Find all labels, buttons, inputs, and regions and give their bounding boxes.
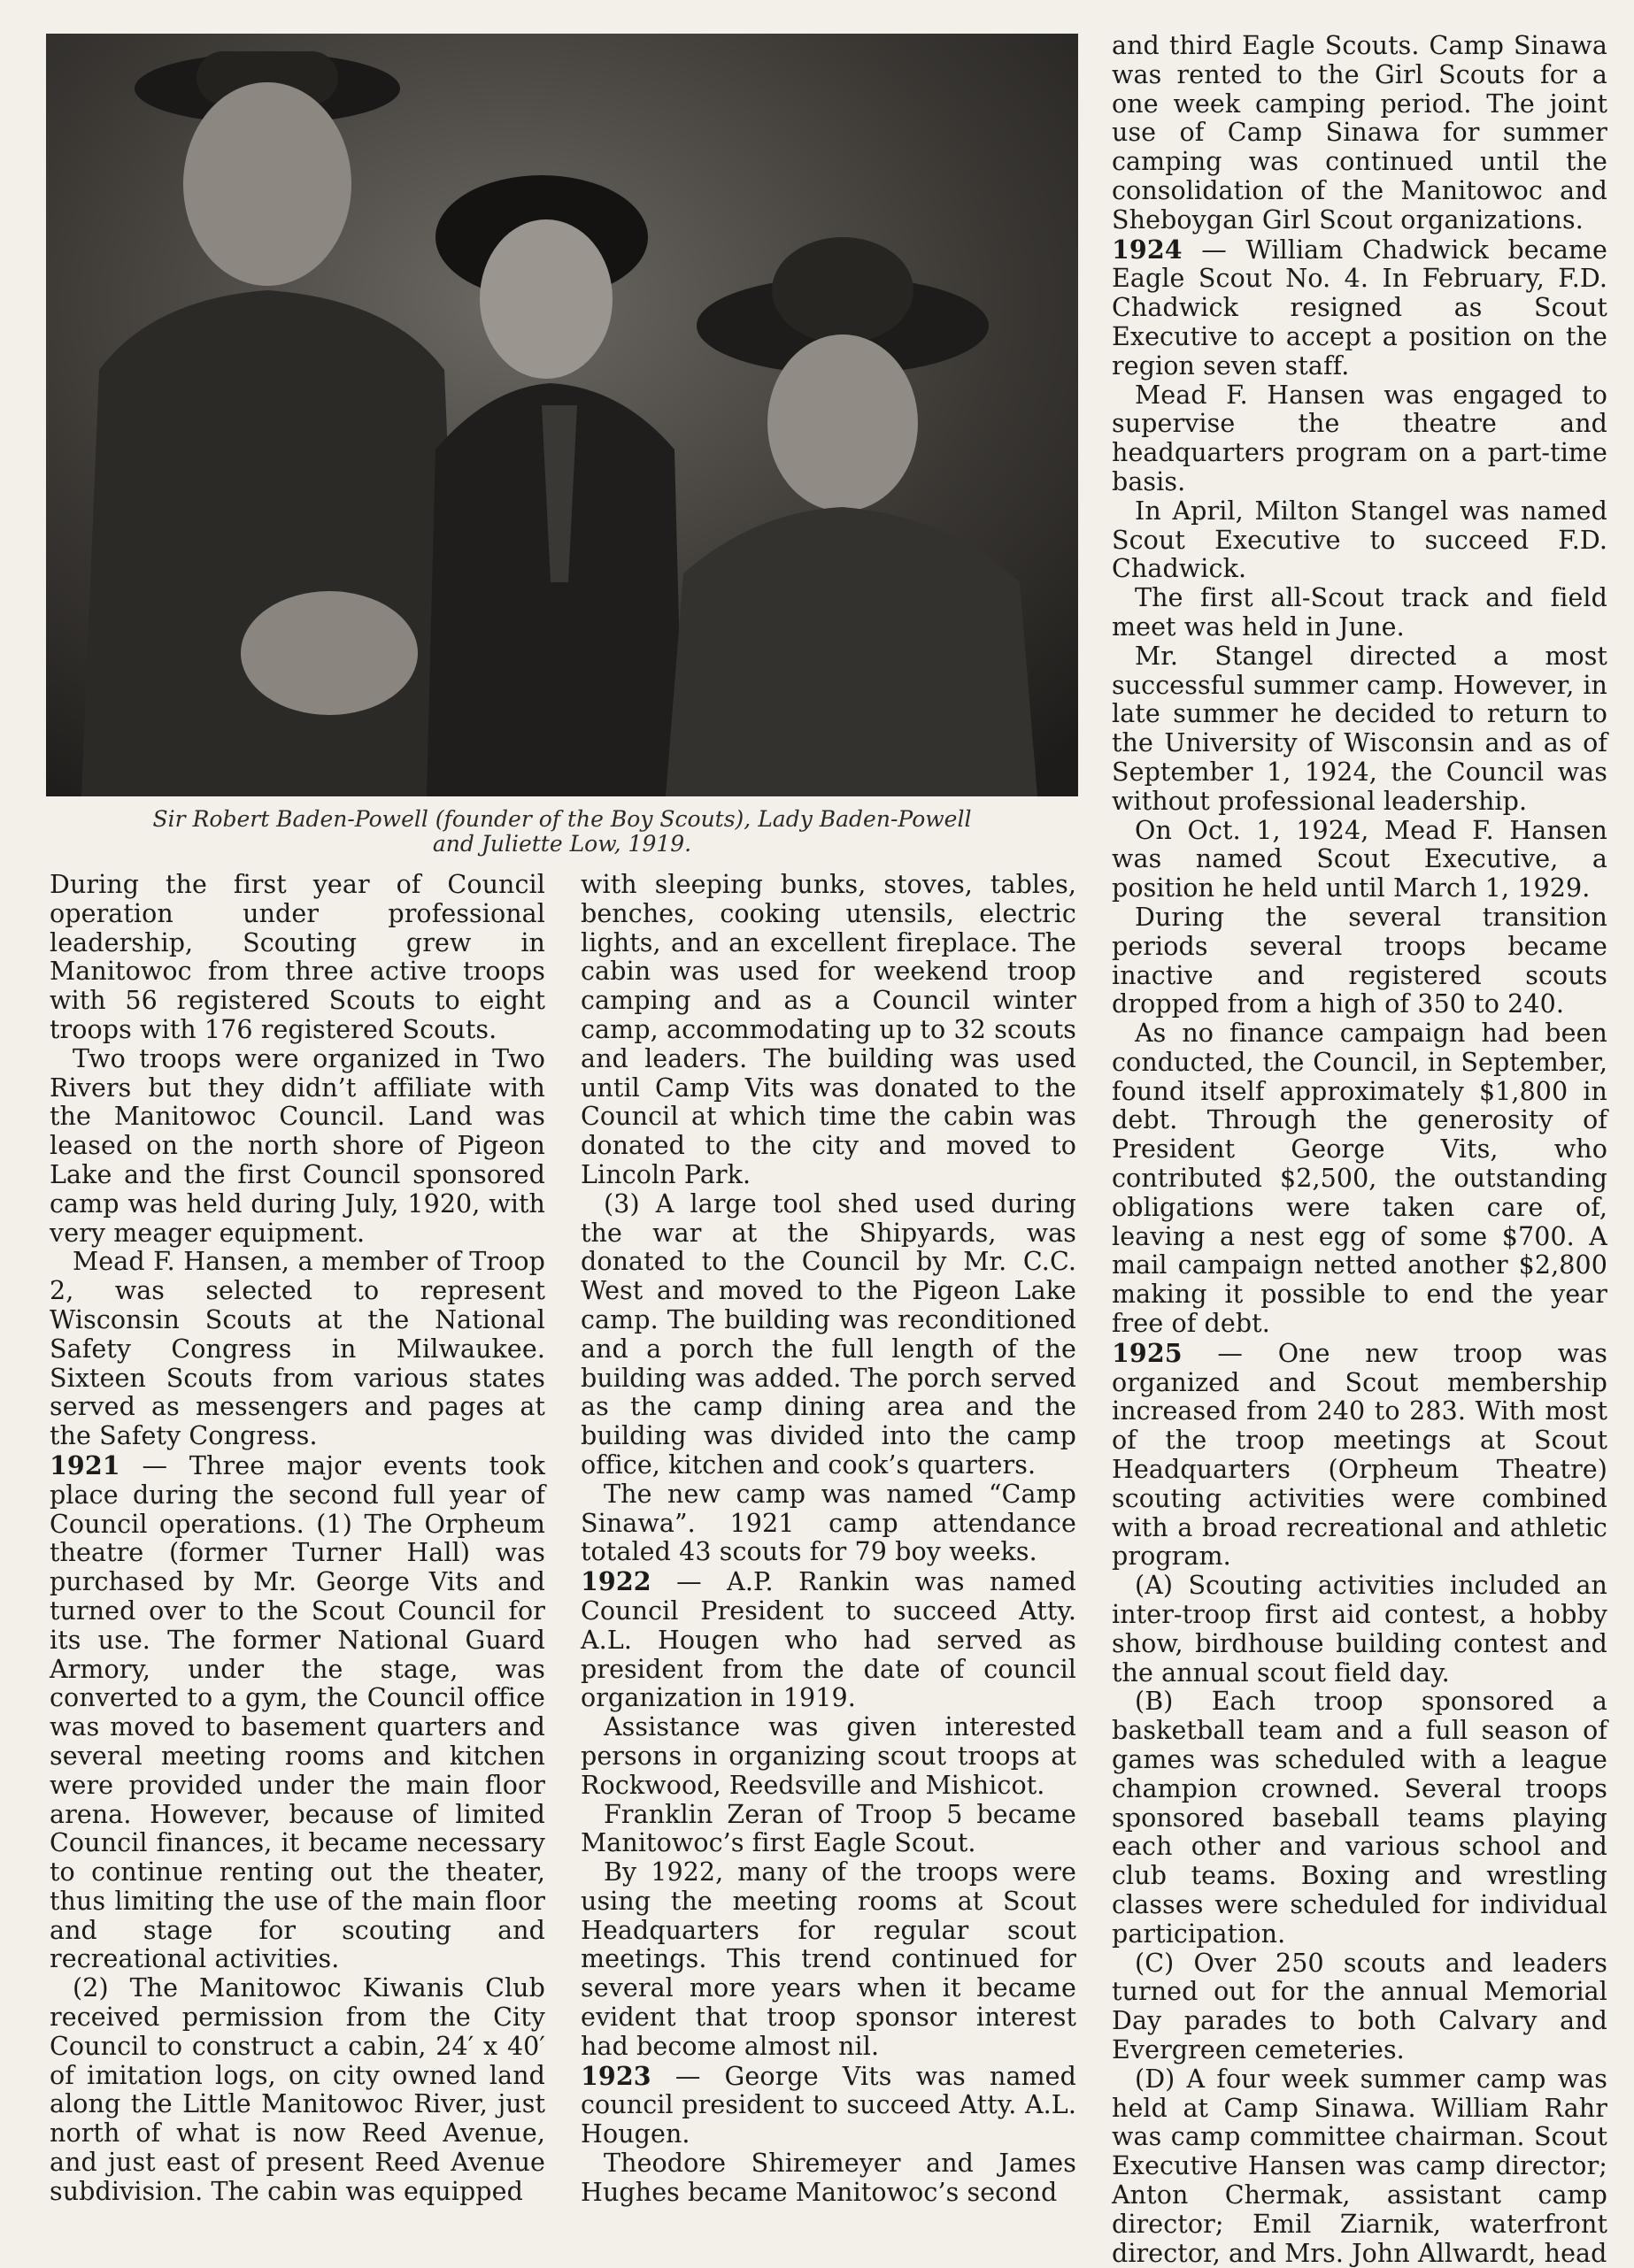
paragraph: Mr. Stangel directed a most successful summer camp. However, in late summer he decided to return to the University of Wisconsin and as of September 1, 1924, the Council was without professional leadership. (1112, 641, 1607, 816)
text-column-3 (1112, 32, 1607, 2268)
text-column-2 (581, 871, 1076, 2208)
paragraph: with sleeping bunks, stoves, tables, benches, cooking utensils, electric lights, and an excellent fireplace. The cabin was used for weekend troop camping and as a Council winter camp, accommodating up to 32 scouts and leaders. The building was used until Camp Vits was donated to the Council at which time the cabin was donated to the city and moved to Lincoln Park. (581, 870, 1076, 1189)
paragraph-text: — William Chadwick became Eagle Scout No. 4. In February, F.D. Chadwick resigned as Scout Executive to accept a position on the region seven staff. (1112, 234, 1607, 381)
paragraph: In April, Milton Stangel was named Scout Executive to succeed F.D. Chadwick. (1112, 496, 1607, 584)
paragraph: (3) A large tool shed used during the war at the Shipyards, was donated to the Council by Mr. C.C. West and moved to the Pigeon Lake camp. The building was reconditioned and a porch the full length of the building was added. The porch served as the camp dining area and the building was divided into the camp office, kitchen and cook’s quarters. (581, 1188, 1076, 1480)
year-heading: 1923 (581, 2060, 651, 2091)
caption-line-2: and Juliette Low, 1919. (432, 831, 692, 857)
paragraph: As no finance campaign had been conducted, the Council, in September, found itself approximately $1,800 in debt. Through the generosity of President George Vits, who contributed $2,500, the outstanding obligations were taken care of, leaving a nest egg of some $700. A mail campaign netted another $2,800 making it possible to end the year free of debt. (1112, 1019, 1607, 1339)
paragraph: The first all-Scout track and field meet was held in June. (1112, 583, 1607, 642)
paragraph: On Oct. 1, 1924, Mead F. Hansen was named Scout Executive, a position he held until March 1, 1929. (1112, 815, 1607, 903)
paragraph: Theodore Shiremeyer and James Hughes became Manitowoc’s second (581, 2149, 1076, 2207)
paragraph: and third Eagle Scouts. Camp Sinawa was rented to the Girl Scouts for a one week camping period. The joint use of Camp Sinawa for summer camping was continued until the consolidation of the Manitowoc and Sheboygan Girl Scout organizations. (1112, 31, 1607, 234)
photo-caption (46, 807, 1078, 857)
year-heading: 1925 (1112, 1337, 1183, 1368)
paragraph: Assistance was given interested persons in organizing scout troops at Rockwood, Reedsville and Mishicot. (581, 1712, 1076, 1800)
year-heading: 1921 (50, 1449, 120, 1480)
historical-photo (46, 34, 1078, 796)
paragraph (1112, 1339, 1607, 1572)
paragraph-text: — George Vits was named council president to succeed Atty. A.L. Hougen. (581, 2061, 1076, 2149)
paragraph: By 1922, many of the troops were using the meeting rooms at Scout Headquarters for regular scout meetings. This trend continued for several more years when it became evident that troop sponsor interest had become almost nil. (581, 1857, 1076, 2061)
year-heading: 1922 (581, 1566, 651, 1597)
paragraph-text: — One new troop was organized and Scout membership increased from 240 to 283. With most of the troop meetings at Scout Headquarters (Orpheum Theatre) scouting activities were combined with a broad recreational and athletic program. (1112, 1338, 1607, 1572)
paragraph (50, 1451, 545, 1974)
paragraph: Mead F. Hansen was engaged to supervise the theatre and headquarters program on a part-time basis. (1112, 380, 1607, 496)
paragraph-text: — Three major events took place during the second full year of Council operations. (1) The Orpheum theatre (former Turner Hall) was purchased by Mr. George Vits and turned over to the Scout Council for its use. The former National Guard Armory, under the stage, was converted to a gym, the Council office was moved to basement quarters and several meeting rooms and kitchen were provided under the main floor arena. However, because of limited Council finances, it became necessary to continue renting out the theater, thus limiting the use of the main floor and stage for scouting and recreational activities. (50, 1450, 545, 1974)
paragraph: Franklin Zeran of Troop 5 became Manitowoc’s first Eagle Scout. (581, 1799, 1076, 1858)
paragraph (581, 2062, 1076, 2149)
paragraph: The new camp was named “Camp Sinawa”. 1921 camp attendance totaled 43 scouts for 79 boy weeks. (581, 1479, 1076, 1567)
paragraph: (2) The Manitowoc Kiwanis Club received permission from the City Council to construct a cabin, 24′ x 40′ of imitation logs, on city owned land along the Little Manitowoc River, just north of what is now Reed Avenue, and just east of present Reed Avenue subdivision. The cabin was equipped (50, 1973, 545, 2206)
paragraph: During the first year of Council operation under professional leadership, Scouting grew in Manitowoc from three active troops with 56 registered Scouts to eight troops with 176 registered Scouts. (50, 870, 545, 1044)
paragraph: (D) A four week summer camp was held at Camp Sinawa. William Rahr was camp committee chairman. Scout Executive Hansen was camp director; Anton Chermak, assistant camp director; Emil Ziarnik, waterfront director, and Mrs. John Allwardt, head (1112, 2064, 1607, 2268)
paragraph (1112, 235, 1607, 381)
paragraph (581, 1567, 1076, 1713)
caption-line-1: Sir Robert Baden-Powell (founder of the Boy Scouts), Lady Baden-Powell (152, 806, 972, 832)
text-column-1 (50, 871, 545, 2207)
paragraph: (A) Scouting activities included an inter-troop first aid contest, a hobby show, birdhouse building contest and the annual scout field day. (1112, 1571, 1607, 1688)
paragraph: During the several transition periods several troops became inactive and registered scouts dropped from a high of 350 to 240. (1112, 902, 1607, 1019)
paragraph-text: — A.P. Rankin was named Council President to succeed Atty. A.L. Hougen who had served as president from the date of council organization in 1919. (581, 1567, 1076, 1713)
photo-illustration (46, 34, 1078, 796)
year-heading: 1924 (1112, 234, 1183, 265)
paragraph: (B) Each troop sponsored a basketball team and a full season of games was scheduled with a league champion crowned. Several troops sponsored baseball teams playing each other and various school and club teams. Boxing and wrestling classes were scheduled for individual participation. (1112, 1687, 1607, 1949)
paragraph: Two troops were organized in Two Rivers but they didn’t affiliate with the Manitowoc Council. Land was leased on the north shore of Pigeon Lake and the first Council sponsored camp was held during July, 1920, with very meager equipment. (50, 1043, 545, 1248)
paragraph: Mead F. Hansen, a member of Troop 2, was selected to represent Wisconsin Scouts at the National Safety Congress in Milwaukee. Sixteen Scouts from various states served as messengers and pages at the Safety Congress. (50, 1247, 545, 1451)
paragraph: (C) Over 250 scouts and leaders turned out for the annual Memorial Day parades to both Calvary and Evergreen cemeteries. (1112, 1948, 1607, 2064)
